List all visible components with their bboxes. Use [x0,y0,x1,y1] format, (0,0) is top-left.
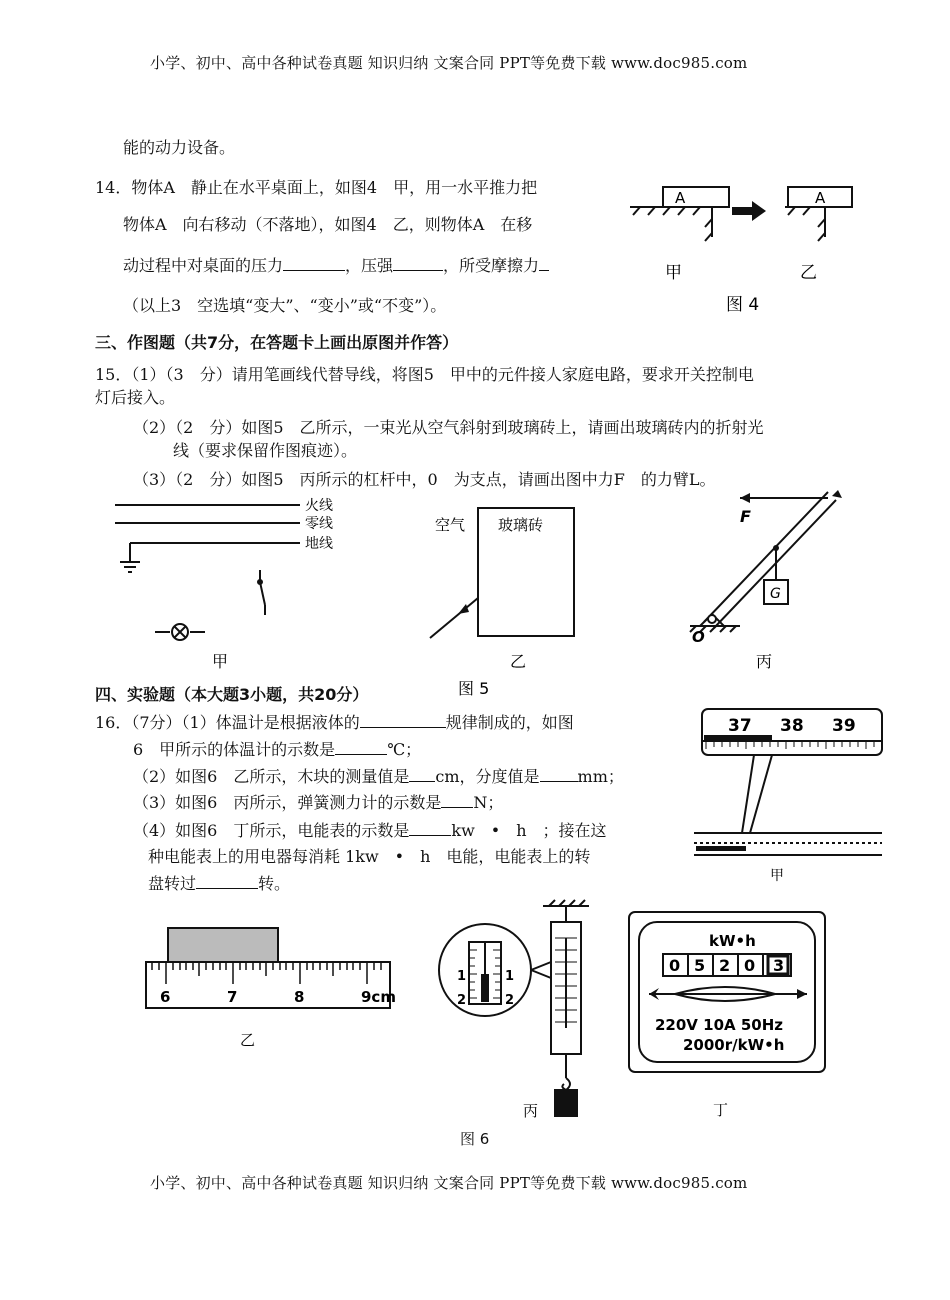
medium-label: 空气 [435,516,466,534]
figure-label: 甲 [770,868,784,884]
figure-caption: 图 4 [726,295,760,315]
section-heading: 四、实验题（本大题3小题，共20分） [95,685,369,704]
text-span: cm，分度值是 [435,767,540,786]
tick-label: 2 [505,993,515,1008]
section-heading: 三、作图题（共7分，在答题卡上画出原图并作答） [95,333,459,352]
tick-label: 39 [832,716,856,736]
block-label: A [675,189,686,207]
figure-label: 甲 [212,652,229,671]
tick-label: 9cm [361,988,396,1006]
answer-blank[interactable] [283,256,345,271]
figure-6-energy-meter [625,908,835,1118]
figure-label: 甲 [665,263,682,283]
text-span: 转。 [258,874,291,893]
figure-6-spring-scale [425,898,605,1128]
text-span: ℃； [387,740,422,759]
figure-label: 乙 [510,652,527,671]
text-span: N； [473,793,504,812]
question-16-line2 [133,737,421,760]
question-15-line3: （3）（2 分）如图5 丙所示的杠杆中，0 为支点，请画出图中力F 的力臂L。 [133,470,716,489]
question-15-line2: （2）（2 分）如图5 乙所示，一束光从空气斜射到玻璃砖上，请画出玻璃砖内的折射光 [133,418,764,437]
text-span: kw • h ；接在这 [451,821,607,840]
figure-label: 丁 [713,1101,729,1118]
wire-label: 火线 [305,498,333,514]
figure-6-thermometer [692,705,892,885]
arrow-icon [732,201,766,221]
figure-5 [100,490,860,700]
tick-label: 1 [457,969,467,984]
answer-blank[interactable] [441,793,473,808]
question-14-line4: （以上3 空选填“变大”、“变小”或“不变”）。 [123,296,447,315]
meter-spec: 220V 10A 50Hz [655,1016,784,1034]
figure-label: 丙 [523,1102,539,1120]
answer-blank[interactable] [335,740,387,755]
figure-caption: 图 6 [460,1130,490,1148]
question-16-line7 [148,871,290,894]
tick-label: 7 [227,988,238,1006]
answer-blank[interactable] [360,713,446,728]
question-15-line1b: 灯后接入。 [95,388,176,407]
medium-label: 玻璃砖 [498,516,544,534]
answer-blank[interactable] [540,767,578,782]
wood-block [168,928,278,962]
wire-label: 地线 [305,536,333,552]
text-span: 规律制成的，如图 [445,713,574,732]
meter-digit: 0 [744,956,756,975]
text-span: ，所受摩擦力 [443,256,540,275]
text-span: （4）如图6 丁所示，电能表的示数是 [133,821,410,840]
answer-blank[interactable] [196,874,258,889]
question-16-line3 [133,764,624,787]
tick-label: 6 [160,988,171,1006]
answer-blank[interactable] [409,821,451,836]
question-15-line1: 15．（1）（3 分）请用笔画线代替导线，将图5 甲中的元件接人家庭电路，要求开关控制电 [95,365,754,384]
ray-arrow-icon [458,604,469,614]
meter-spec: 2000r/kW•h [683,1036,785,1054]
text-span: 盘转过 [148,874,197,893]
text-span: 16．（7分）（1）体温计是根据液体的 [95,713,360,732]
figure-caption: 图 5 [458,679,490,698]
answer-blank[interactable] [539,256,549,271]
tick-label: 8 [294,988,305,1006]
force-arrow-icon [740,493,750,503]
figure-label: 乙 [800,263,817,283]
text-span: 动过程中对桌面的压力 [123,256,284,275]
text-span: （3）如图6 丙所示，弹簧测力计的示数是 [133,793,442,812]
tick-label: 37 [728,716,752,736]
wire-label: 零线 [305,516,333,532]
pivot-label: O [692,628,705,646]
figure-label: 乙 [240,1031,256,1049]
force-label: F [740,507,751,526]
meter-arrow-icon [797,989,807,999]
question-14-line2: 物体A 向右移动（不落地），如图4 乙，则物体A 在移 [123,215,533,234]
text-line: 能的动力设备。 [123,138,236,157]
meter-digit: 0 [669,956,681,975]
page-header: 小学、初中、高中各种试卷真题 知识归纳 文案合同 PPT等免费下载 www.doc985.com [150,54,748,72]
tick-label: 2 [457,993,467,1008]
question-15-line2b: 线（要求保留作图痕迹）。 [173,441,358,460]
meter-digit: 3 [773,956,785,975]
tick-label: 38 [780,716,804,736]
text-span: 6 甲所示的体温计的示数是 [133,740,336,759]
page-footer: 小学、初中、高中各种试卷真题 知识归纳 文案合同 PPT等免费下载 www.doc985.com [150,1174,748,1192]
meter-digit: 5 [694,956,706,975]
meter-unit: kW•h [709,932,756,950]
question-14-line1: 14．物体A 静止在水平桌面上，如图4 甲，用一水平推力把 [95,178,538,197]
figure-label: 丙 [756,652,773,671]
text-span: mm； [577,767,624,786]
text-span: （2）如图6 乙所示，木块的测量值是 [133,767,410,786]
tick-label: 1 [505,969,515,984]
figure-4 [620,175,870,325]
question-16-line5 [133,818,607,841]
block-a [663,187,729,207]
answer-blank[interactable] [409,767,435,782]
question-16-line6: 种电能表上的用电器每消耗 1kw • h 电能，电能表上的转 [148,847,591,866]
question-14-line3 [123,253,549,276]
question-16-line1 [95,710,574,733]
block-label: A [815,189,826,207]
meter-digit: 2 [719,956,731,975]
question-16-line4 [133,790,503,813]
answer-blank[interactable] [393,256,443,271]
text-span: ，压强 [345,256,394,275]
weight-label: G [770,586,781,602]
figure-6-ruler [140,920,400,1050]
